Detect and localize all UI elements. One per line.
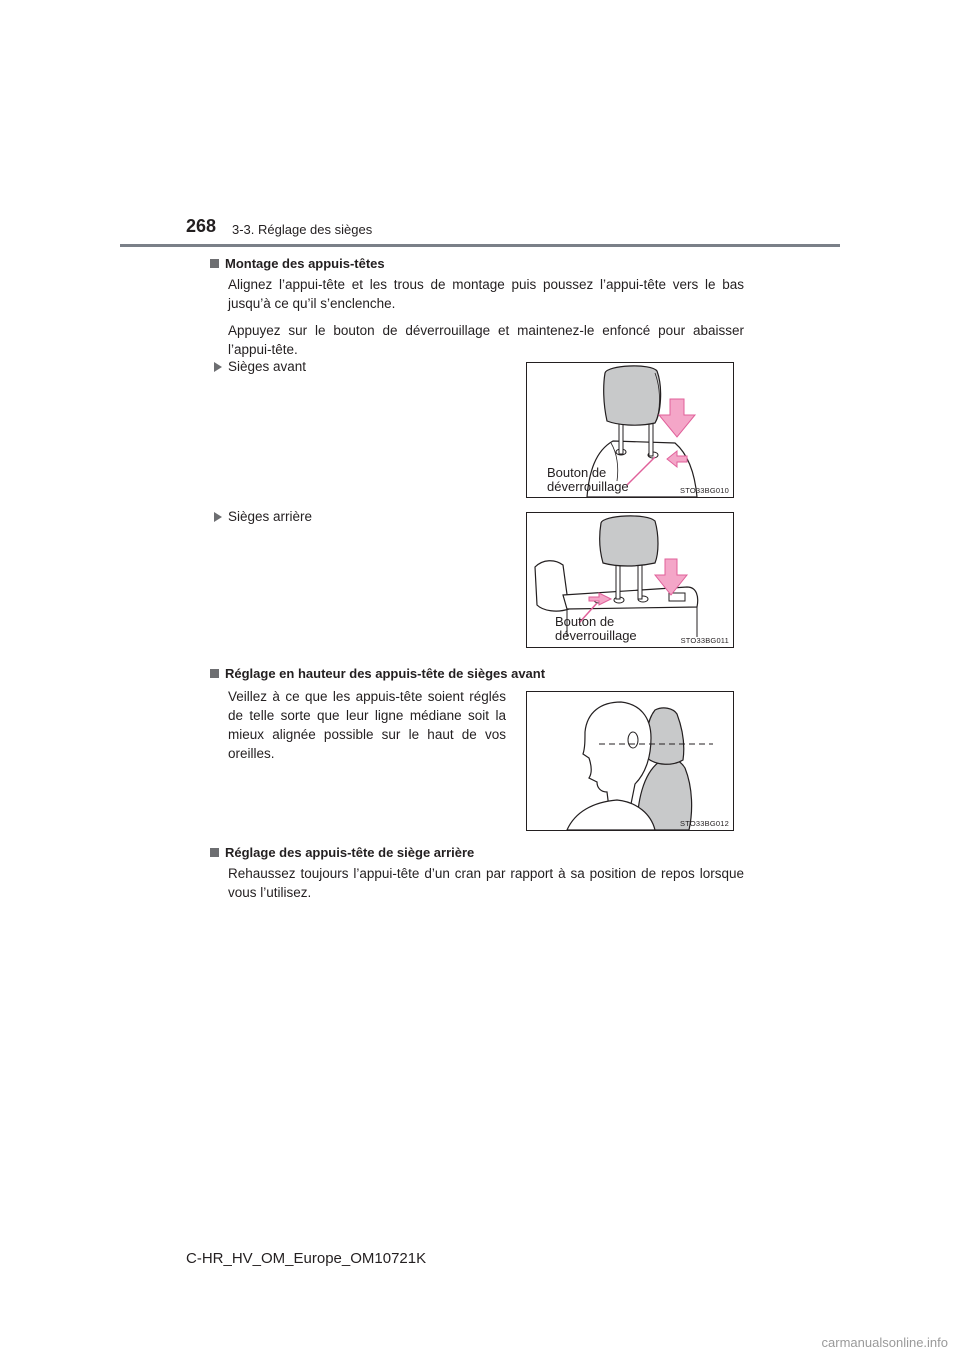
triangle-bullet-icon	[214, 512, 222, 522]
figure-1-label-line2: déverrouillage	[547, 479, 629, 494]
footer-doc-id: C-HR_HV_OM_Europe_OM10721K	[186, 1250, 427, 1267]
triangle-bullet-icon	[214, 362, 222, 372]
figure-2-code: STO33BG011	[680, 636, 729, 645]
para-mounting-2: Appuyez sur le bouton de déverrouillage et maintenez-le enfoncé pour abaisser l’appui-tête.	[228, 323, 744, 357]
heading-rear-adjust-text: Réglage des appuis-tête de siège arrière	[225, 845, 475, 860]
figure-rear-headrest	[526, 512, 734, 648]
figure-2-label-line1: Bouton de	[555, 614, 615, 629]
heading-mounting	[210, 256, 385, 271]
para-rear-adjust: Rehaussez toujours l’appui-tête d’un cran par rapport à sa position de repos lorsque vous l’utilisez.	[228, 866, 744, 900]
figure-3-code: STO33BG012	[680, 819, 729, 828]
heading-mounting-text: Montage des appuis-têtes	[225, 256, 385, 271]
square-bullet-icon	[210, 848, 219, 857]
square-bullet-icon	[210, 259, 219, 268]
figure-2-label	[555, 615, 637, 643]
para-mounting-1: Alignez l’appui-tête et les trous de montage puis poussez l’appui-tête vers le bas jusqu’à ce qu’il s’enclenche.	[228, 277, 744, 311]
para-height-front: Veillez à ce que les appuis-tête soient réglés de telle sorte que leur ligne médiane soit la mieux alignée possible sur le haut de vos oreilles.	[228, 689, 506, 761]
square-bullet-icon	[210, 669, 219, 678]
sub-front-seats-text: Sièges avant	[228, 359, 307, 374]
figure-1-label	[547, 466, 629, 494]
heading-height-front	[210, 666, 545, 681]
header-rule	[120, 244, 840, 247]
figure-2-label-line2: déverrouillage	[555, 628, 637, 643]
figure-front-headrest	[526, 362, 734, 498]
figure-1-label-line1: Bouton de	[547, 465, 607, 480]
figure-1-code: STO33BG010	[680, 486, 729, 495]
page-number: 268	[186, 216, 217, 236]
heading-rear-adjust	[210, 845, 474, 860]
head-alignment-illustration	[527, 692, 733, 830]
watermark: carmanualsonline.info	[821, 1335, 948, 1350]
section-title: 3-3. Réglage des sièges	[232, 222, 373, 237]
sub-rear-seats	[214, 509, 312, 524]
heading-height-front-text: Réglage en hauteur des appuis-tête de sièges avant	[225, 666, 546, 681]
sub-front-seats	[214, 359, 306, 374]
sub-rear-seats-text: Sièges arrière	[228, 509, 313, 524]
figure-headrest-alignment	[526, 691, 734, 831]
